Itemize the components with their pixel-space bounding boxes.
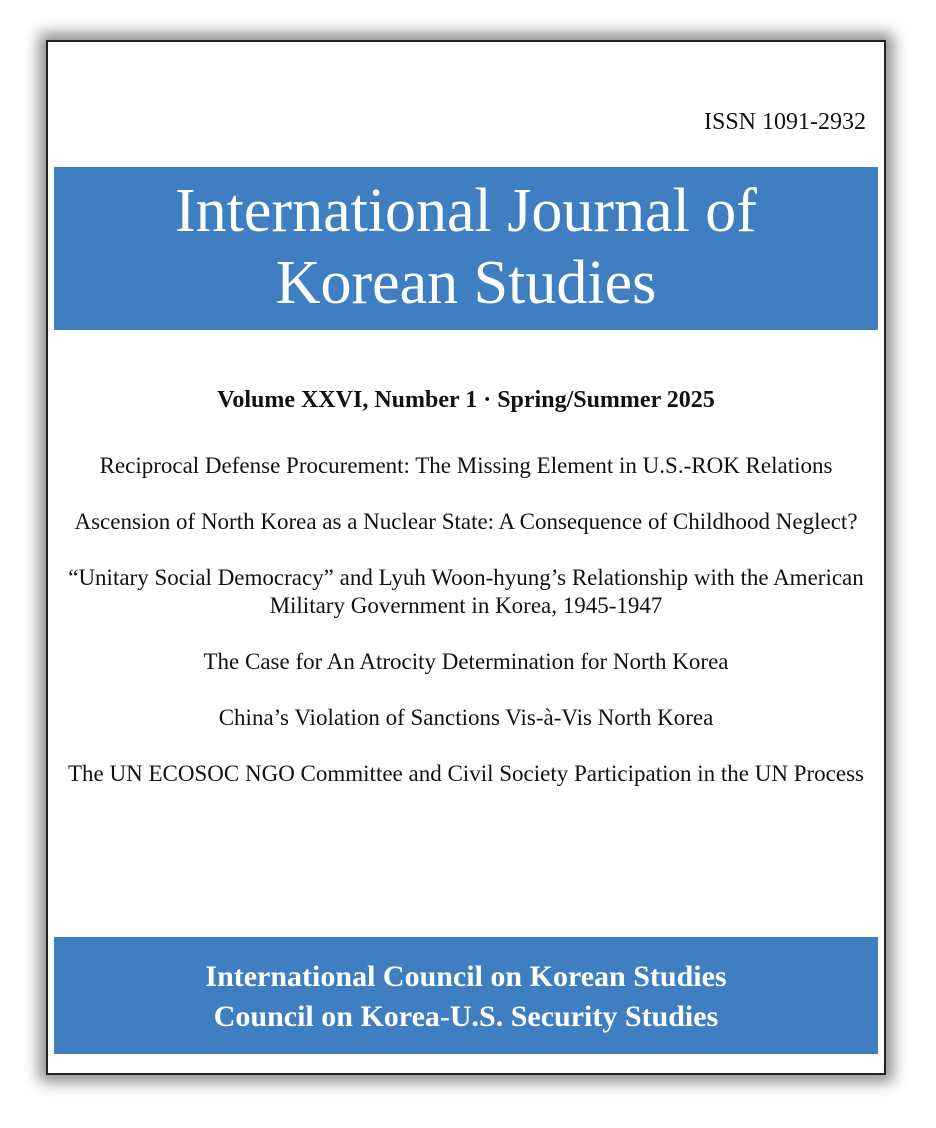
publisher-banner xyxy=(54,937,878,1054)
article-title: The Case for An Atrocity Determination for North Korea xyxy=(203,649,729,674)
issue-info: Volume XXVI, Number 1 · Spring/Summer 2025 xyxy=(217,387,715,413)
article-title: “Unitary Social Democracy” and Lyuh Woon-hyung’s Relationship with the American Military Government in Korea, 1945-1947 xyxy=(68,565,864,618)
article-title: China’s Violation of Sanctions Vis-à-Vis North Korea xyxy=(218,705,714,730)
journal-cover xyxy=(46,40,886,1075)
journal-title-line-2: Korean Studies xyxy=(275,249,657,317)
article-title: The UN ECOSOC NGO Committee and Civil Society Participation in the UN Process xyxy=(68,761,864,786)
title-banner xyxy=(54,167,878,330)
publisher-name: International Council on Korean Studies xyxy=(205,960,727,993)
article-title: Ascension of North Korea as a Nuclear State: A Consequence of Childhood Neglect? xyxy=(74,509,858,534)
article-list xyxy=(48,452,884,816)
issn-number: ISSN 1091-2932 xyxy=(703,109,866,135)
journal-title-line-1: International Journal of xyxy=(175,177,757,245)
publisher-name: Council on Korea-U.S. Security Studies xyxy=(213,1000,719,1033)
article-title: Reciprocal Defense Procurement: The Missing Element in U.S.-ROK Relations xyxy=(99,453,833,478)
